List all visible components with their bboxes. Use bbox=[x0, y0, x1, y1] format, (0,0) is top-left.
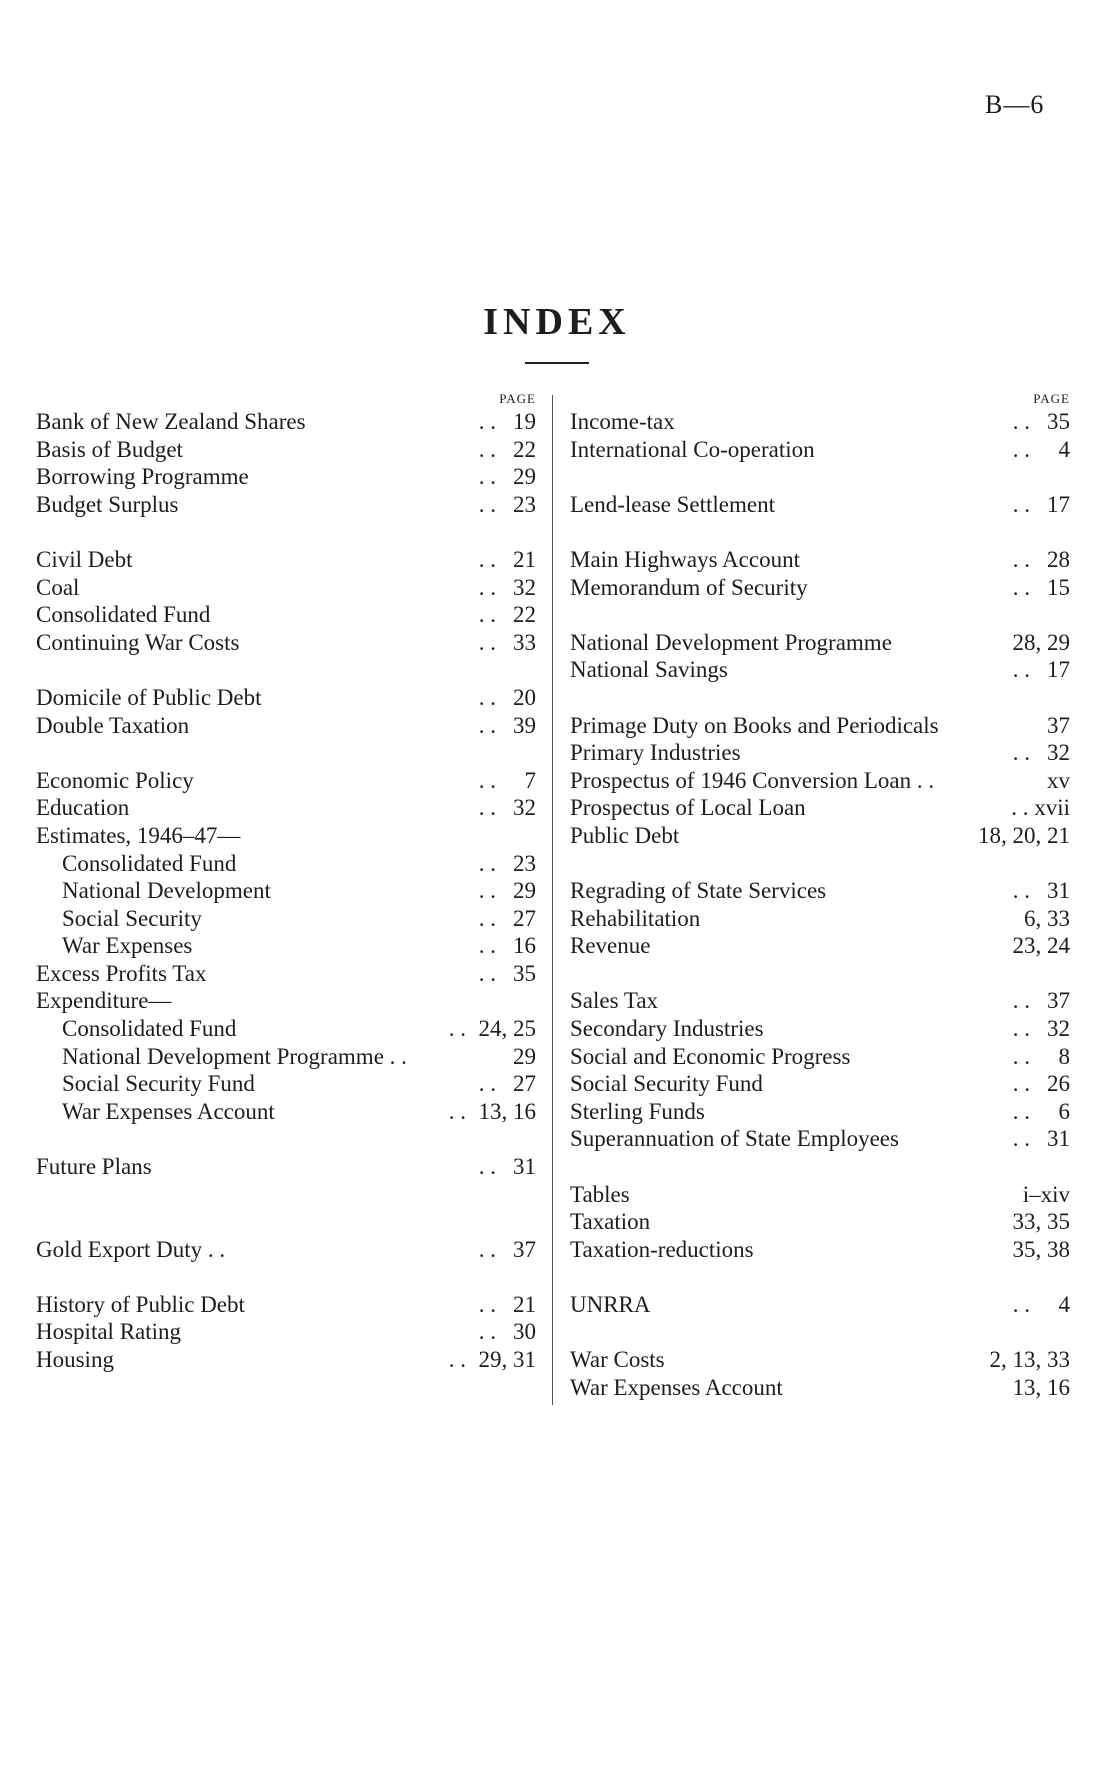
index-entry: National Savings . . 17 bbox=[570, 657, 1070, 683]
index-entry-page: 13, 16 bbox=[1012, 1374, 1070, 1400]
index-entry: Secondary Industries . . 32 bbox=[570, 1016, 1070, 1042]
index-entry bbox=[570, 794, 1070, 822]
index-entry-page: 35 bbox=[1047, 409, 1070, 434]
index-entry: Double Taxation . . 39 bbox=[36, 712, 536, 738]
index-entry-page: 28 bbox=[1047, 546, 1070, 572]
index-entry: War Expenses Account . . 13, 16 bbox=[62, 1098, 536, 1124]
index-entry-page: 4 bbox=[1058, 436, 1070, 462]
index-entry bbox=[570, 1181, 1070, 1209]
index-entry-label: Gold Export Duty . . bbox=[36, 1236, 226, 1262]
index-entry: Continuing War Costs . . 33 bbox=[36, 629, 536, 655]
index-entry-page: 27 bbox=[513, 905, 536, 931]
index-entry bbox=[36, 987, 536, 1015]
index-entry-label: History of Public Debt bbox=[36, 1291, 245, 1317]
index-entry-page: 31 bbox=[1047, 878, 1070, 904]
index-entry: Sales Tax . . 37 bbox=[570, 988, 1070, 1014]
index-entry-label: Budget Surplus bbox=[36, 491, 179, 517]
index-entry-label: Coal bbox=[36, 574, 80, 600]
index-entry-label: Memorandum of Security bbox=[570, 574, 808, 600]
index-entry-label: Primary Industries bbox=[570, 740, 741, 766]
index-entry-page: 15 bbox=[1047, 574, 1070, 600]
index-entry-label: Estimates, 1946–47— bbox=[36, 822, 241, 848]
index-entry-page: 29, 31 bbox=[478, 1347, 536, 1372]
index-entry-page: 4 bbox=[1058, 1292, 1070, 1317]
page-reference: B—6 bbox=[985, 90, 1045, 119]
index-entry-label: Consolidated Fund bbox=[36, 602, 211, 628]
title-rule bbox=[525, 362, 589, 364]
index-entries-left bbox=[36, 408, 536, 1374]
index-entry-label: Future Plans bbox=[36, 1154, 152, 1180]
index-entry-page: 29 bbox=[513, 464, 536, 490]
index-entry-label: Education bbox=[36, 795, 130, 821]
index-entry-page: 2, 13, 33 bbox=[989, 1347, 1070, 1373]
index-entry-page: 32 bbox=[1047, 740, 1070, 766]
index-entry: National Development . . 29 bbox=[62, 878, 536, 904]
index-entry: Memorandum of Security . . 15 bbox=[570, 574, 1070, 600]
index-entry-page: 19 bbox=[513, 409, 536, 434]
index-entry-page: 37 bbox=[1047, 988, 1070, 1014]
index-entry-page: 30 bbox=[513, 1319, 536, 1345]
index-entry-page: 33 bbox=[513, 629, 536, 655]
index-entry-label: UNRRA bbox=[570, 1292, 651, 1317]
index-entry-label: Rehabilitation bbox=[570, 905, 701, 931]
index-entry: Consolidated Fund . . 24, 25 bbox=[62, 1016, 536, 1042]
index-entry: History of Public Debt . . 21 bbox=[36, 1291, 536, 1317]
index-entry: Primary Industries . . 32 bbox=[570, 740, 1070, 766]
index-entry-label: Social Security bbox=[62, 905, 202, 931]
index-entry bbox=[570, 712, 1070, 740]
index-entry-label: Continuing War Costs bbox=[36, 629, 240, 655]
index-entry-label: War Expenses bbox=[62, 933, 193, 959]
index-entry-page: 6, 33 bbox=[1024, 905, 1070, 931]
index-entry-label: Sales Tax bbox=[570, 988, 659, 1014]
index-entry-label: Bank of New Zealand Shares bbox=[36, 409, 306, 434]
index-entry-page: 27 bbox=[513, 1071, 536, 1097]
index-entry-label: Double Taxation bbox=[36, 712, 190, 738]
index-entry-label: Economic Policy bbox=[36, 767, 194, 793]
index-entry: Income-tax . . 35 bbox=[570, 409, 1070, 434]
index-entry-page: 26 bbox=[1047, 1071, 1070, 1097]
index-entry-page: 31 bbox=[1047, 1126, 1070, 1152]
index-entry: International Co-operation . . 4 bbox=[570, 436, 1070, 462]
index-entry-page: 33, 35 bbox=[1012, 1209, 1070, 1235]
index-entry-label: National Savings bbox=[570, 657, 728, 683]
index-entry-label: Income-tax bbox=[570, 409, 675, 434]
index-entry-page: 23 bbox=[513, 491, 536, 517]
index-entry-label: Primage Duty on Books and Periodicals bbox=[570, 712, 939, 738]
index-entry-page: 16 bbox=[513, 933, 536, 959]
index-entry: Civil Debt . . 21 bbox=[36, 546, 536, 572]
index-entry-label: Taxation-reductions bbox=[570, 1236, 754, 1262]
index-entry bbox=[570, 1346, 1070, 1374]
index-entry-label: National Development Programme bbox=[570, 629, 892, 655]
index-entry-label: Domicile of Public Debt bbox=[36, 684, 262, 710]
index-entry-page: 20 bbox=[513, 684, 536, 710]
index-entry: Regrading of State Services . . 31 bbox=[570, 878, 1070, 904]
index-entry bbox=[570, 1208, 1070, 1236]
index-entry-page: 17 bbox=[1047, 491, 1070, 517]
index-entry bbox=[36, 822, 536, 850]
index-entry-page: 8 bbox=[1058, 1043, 1070, 1069]
index-entry-page: 32 bbox=[513, 795, 536, 821]
index-entry-page: 6 bbox=[1058, 1098, 1070, 1124]
index-entry: Housing . . 29, 31 bbox=[36, 1347, 536, 1372]
index-entry-label: War Expenses Account bbox=[62, 1098, 275, 1124]
index-entry-label: Taxation bbox=[570, 1209, 651, 1235]
index-entry: Economic Policy . . 7 bbox=[36, 767, 536, 793]
index-entry bbox=[36, 1043, 536, 1071]
index-entry-label: Social Security Fund bbox=[570, 1071, 763, 1097]
index-entry bbox=[570, 905, 1070, 933]
index-entry-label: Civil Debt bbox=[36, 546, 133, 572]
index-entry: Social Security Fund . . 26 bbox=[570, 1071, 1070, 1097]
index-column-right bbox=[570, 390, 1070, 1401]
index-entry: Basis of Budget . . 22 bbox=[36, 436, 536, 462]
index-entry-label: Expenditure— bbox=[36, 988, 172, 1014]
index-entries-right bbox=[570, 408, 1070, 1401]
index-entry-page: 21 bbox=[513, 1291, 536, 1317]
index-entry-page: 35 bbox=[513, 960, 536, 986]
index-entry: Superannuation of State Employees . . 31 bbox=[570, 1126, 1070, 1152]
index-entry-label: Prospectus of Local Loan bbox=[570, 795, 806, 821]
index-entry: Consolidated Fund . . 23 bbox=[62, 850, 536, 876]
index-entry: Bank of New Zealand Shares . . 19 bbox=[36, 409, 536, 434]
index-entry-page: 29 bbox=[513, 1043, 536, 1069]
index-entry-page: 21 bbox=[513, 546, 536, 572]
index-entry: Borrowing Programme . . 29 bbox=[36, 464, 536, 490]
index-entry: Excess Profits Tax . . 35 bbox=[36, 960, 536, 986]
page-title: INDEX bbox=[483, 301, 631, 343]
index-entry bbox=[570, 932, 1070, 960]
index-entry bbox=[570, 767, 1070, 795]
index-entry: Future Plans . . 31 bbox=[36, 1154, 536, 1180]
index-entry: Gold Export Duty . . . . 37 bbox=[36, 1236, 536, 1262]
index-entry-label: Consolidated Fund bbox=[62, 850, 237, 876]
index-entry-page: 29 bbox=[513, 878, 536, 904]
index-entry-page: 24, 25 bbox=[478, 1016, 536, 1042]
index-entry-label: Social and Economic Progress bbox=[570, 1043, 851, 1069]
index-entry: Hospital Rating . . 30 bbox=[36, 1319, 536, 1345]
index-entry-page: 32 bbox=[1047, 1016, 1070, 1042]
index-entry: Main Highways Account . . 28 bbox=[570, 546, 1070, 572]
index-entry-page: 28, 29 bbox=[1012, 629, 1070, 655]
index-entry-page: 31 bbox=[513, 1154, 536, 1180]
index-entry-label: National Development bbox=[62, 878, 271, 904]
index-entry: Social Security Fund . . 27 bbox=[62, 1071, 536, 1097]
index-entry-label: Secondary Industries bbox=[570, 1016, 764, 1042]
index-entry bbox=[570, 1236, 1070, 1264]
index-entry-page: 7 bbox=[524, 767, 536, 793]
index-entry-label: Public Debt bbox=[570, 822, 680, 848]
index-entry: War Expenses . . 16 bbox=[62, 933, 536, 959]
index-entry-page: . . xvii bbox=[1011, 795, 1070, 821]
index-column-left bbox=[36, 390, 536, 1374]
index-entry-label: Borrowing Programme bbox=[36, 464, 249, 490]
index-entry: Education . . 32 bbox=[36, 795, 536, 821]
column-divider bbox=[552, 395, 553, 1405]
index-entry-label: Hospital Rating bbox=[36, 1319, 182, 1345]
index-entry-label: Main Highways Account bbox=[570, 546, 800, 572]
index-entry-label: War Expenses Account bbox=[570, 1374, 783, 1400]
index-entry: Social Security . . 27 bbox=[62, 905, 536, 931]
index-entry-label: Basis of Budget bbox=[36, 436, 183, 462]
index-entry-label: Consolidated Fund bbox=[62, 1016, 237, 1042]
index-entry: Consolidated Fund . . 22 bbox=[36, 602, 536, 628]
index-entry-page: 23 bbox=[513, 850, 536, 876]
index-entry-page: 23, 24 bbox=[1012, 933, 1070, 959]
index-entry-page: 17 bbox=[1047, 657, 1070, 683]
index-entry-label: Revenue bbox=[570, 933, 651, 959]
index-entry-label: Tables bbox=[570, 1181, 630, 1207]
index-entry-page: 39 bbox=[513, 712, 536, 738]
index-entry-page: 22 bbox=[513, 436, 536, 462]
index-entry-label: International Co-operation bbox=[570, 436, 815, 462]
index-entry-page: 22 bbox=[513, 602, 536, 628]
index-entry-page: xv bbox=[1047, 767, 1070, 793]
index-entry: Sterling Funds . . 6 bbox=[570, 1098, 1070, 1124]
index-entry: Coal . . 32 bbox=[36, 574, 536, 600]
index-entry: Budget Surplus . . 23 bbox=[36, 491, 536, 517]
index-entry-page: 35, 38 bbox=[1012, 1236, 1070, 1262]
index-entry-label: Housing bbox=[36, 1347, 114, 1372]
index-entry bbox=[570, 1374, 1070, 1402]
index-entry-label: Social Security Fund bbox=[62, 1071, 255, 1097]
index-entry-label: Sterling Funds bbox=[570, 1098, 705, 1124]
index-entry-page: i–xiv bbox=[1022, 1181, 1070, 1207]
index-entry-page: 37 bbox=[513, 1236, 536, 1262]
index-entry: Domicile of Public Debt . . 20 bbox=[36, 684, 536, 710]
index-entry: Lend-lease Settlement . . 17 bbox=[570, 491, 1070, 517]
index-entry: UNRRA . . 4 bbox=[570, 1292, 1070, 1317]
index-entry-page: 18, 20, 21 bbox=[978, 822, 1070, 848]
index-entry-page: 37 bbox=[1047, 712, 1070, 738]
index-entry: Social and Economic Progress . . 8 bbox=[570, 1043, 1070, 1069]
index-entry-label: Excess Profits Tax bbox=[36, 960, 207, 986]
index-entry bbox=[570, 822, 1070, 850]
index-entry-label: Lend-lease Settlement bbox=[570, 491, 776, 517]
index-entry-page: 13, 16 bbox=[478, 1098, 536, 1124]
index-entry-label: Regrading of State Services bbox=[570, 878, 827, 904]
index-entry bbox=[570, 629, 1070, 657]
index-entry-label: War Costs bbox=[570, 1347, 665, 1373]
index-entry-label: National Development Programme . . bbox=[62, 1043, 407, 1069]
index-entry-page: 32 bbox=[513, 574, 536, 600]
page-column-heading: PAGE bbox=[499, 391, 536, 406]
page-column-heading: PAGE bbox=[1033, 391, 1070, 406]
index-entry-label: Superannuation of State Employees bbox=[570, 1126, 899, 1152]
index-entry-label: Prospectus of 1946 Conversion Loan . . bbox=[570, 767, 935, 793]
